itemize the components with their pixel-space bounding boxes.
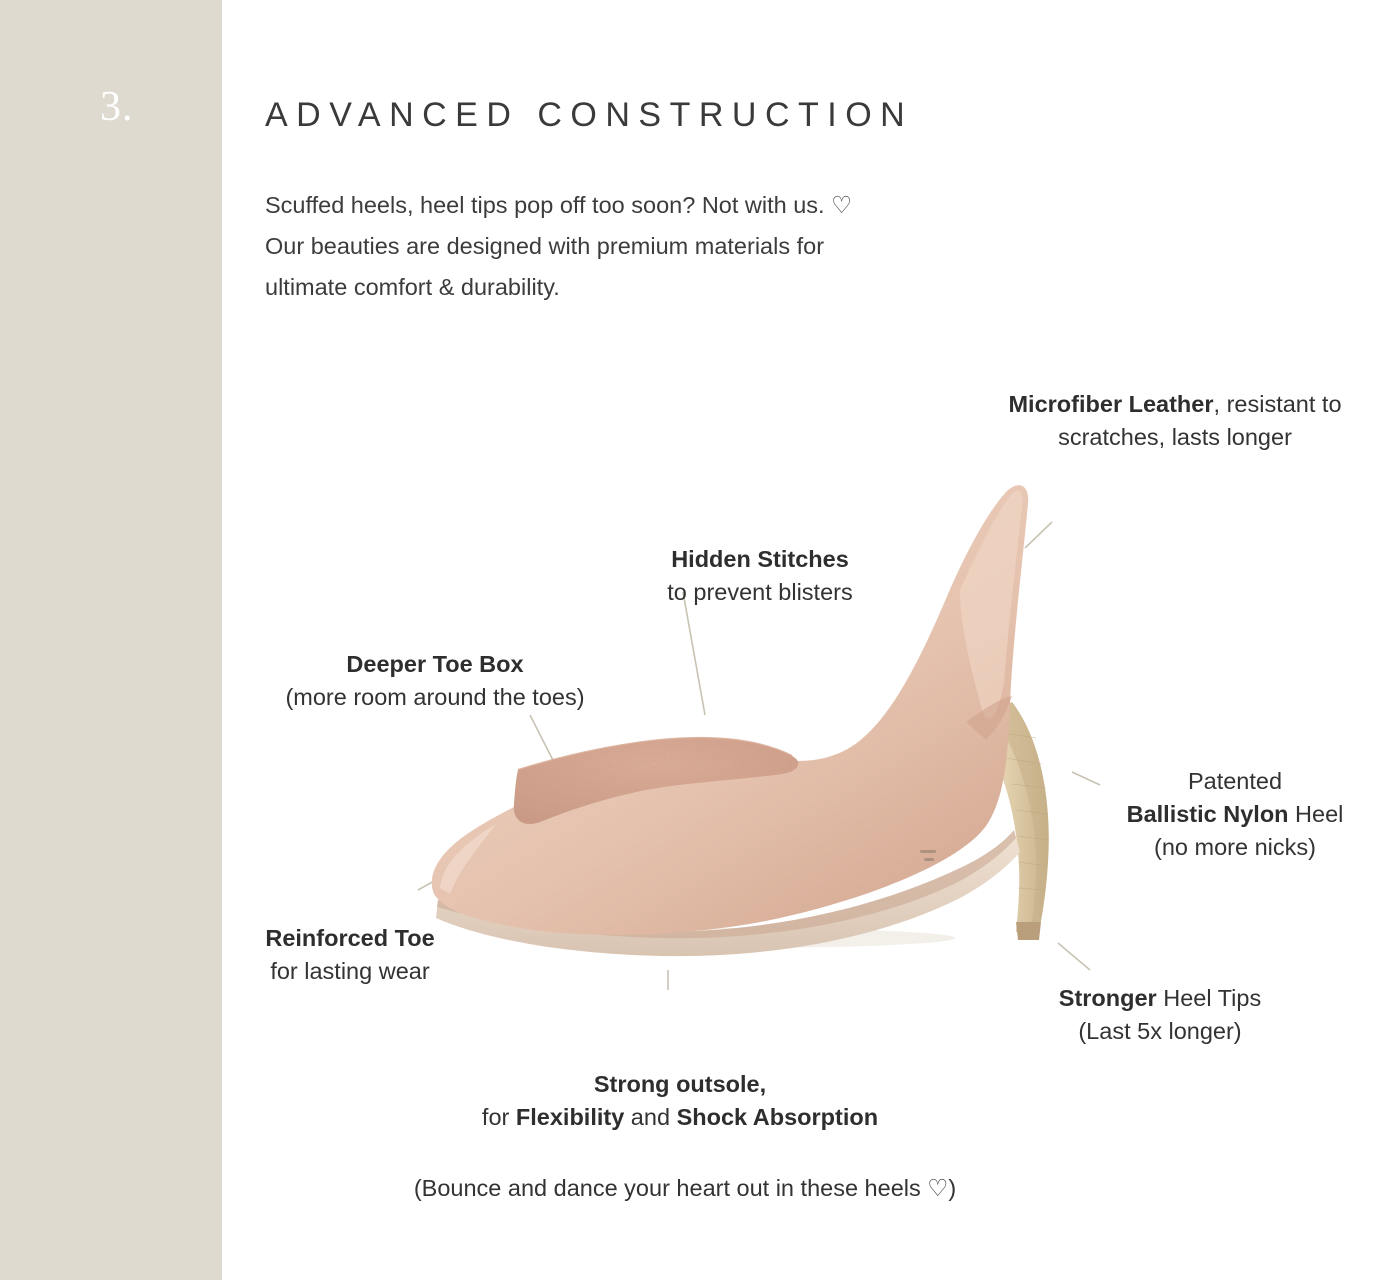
intro-line-3: ultimate comfort & durability.	[265, 274, 560, 300]
callout-outsole-mid: and	[624, 1104, 677, 1130]
intro-paragraph	[265, 185, 985, 308]
callout-outsole-bold: Strong outsole,	[593, 1071, 767, 1097]
callout-outsole-flexibility: Flexibility	[515, 1104, 625, 1130]
callout-patented-post: Heel	[1288, 801, 1344, 827]
step-number: 3.	[100, 84, 134, 130]
callout-deeper-toe-box	[235, 648, 635, 714]
callout-hidden-stitches	[600, 543, 920, 609]
callout-toebox-bold: Deeper Toe Box	[346, 651, 524, 677]
callout-patented-bold: Ballistic Nylon	[1126, 801, 1289, 827]
callout-patented-note: (no more nicks)	[1154, 834, 1316, 860]
left-color-band	[0, 0, 222, 1280]
callout-outsole-shock: Shock Absorption	[676, 1104, 879, 1130]
callout-reinforced-toe	[205, 922, 495, 988]
callout-heeltips-note: (Last 5x longer)	[1078, 1018, 1242, 1044]
callout-bounce-note: (Bounce and dance your heart out in these heels ♡)	[413, 1175, 957, 1201]
callout-microfiber-rest: , resistant to scratches, lasts longer	[1058, 391, 1342, 450]
callout-heel-tips	[1010, 982, 1310, 1048]
callout-hidden-bold: Hidden Stitches	[671, 546, 849, 572]
intro-line-2: Our beauties are designed with premium materials for	[265, 233, 825, 259]
callout-hidden-rest: to prevent blisters	[667, 579, 853, 605]
callout-patented-heel	[1090, 765, 1380, 864]
heel-tip	[1016, 922, 1041, 940]
callout-microfiber-leather	[985, 388, 1365, 454]
intro-line-1: Scuffed heels, heel tips pop off too soon? Not with us. ♡	[265, 192, 853, 218]
page-title: ADVANCED CONSTRUCTION	[265, 96, 914, 134]
callout-reinforced-bold: Reinforced Toe	[265, 925, 435, 951]
callout-reinforced-rest: for lasting wear	[270, 958, 430, 984]
callout-heeltips-rest: Heel Tips	[1156, 985, 1262, 1011]
callout-outsole-pre: for	[481, 1104, 516, 1130]
callout-toebox-rest: (more room around the toes)	[285, 684, 585, 710]
callout-heeltips-bold: Stronger	[1058, 985, 1157, 1011]
callout-patented-pre: Patented	[1187, 768, 1283, 794]
callout-strong-outsole	[400, 1068, 960, 1134]
callout-microfiber-bold: Microfiber Leather	[1008, 391, 1214, 417]
